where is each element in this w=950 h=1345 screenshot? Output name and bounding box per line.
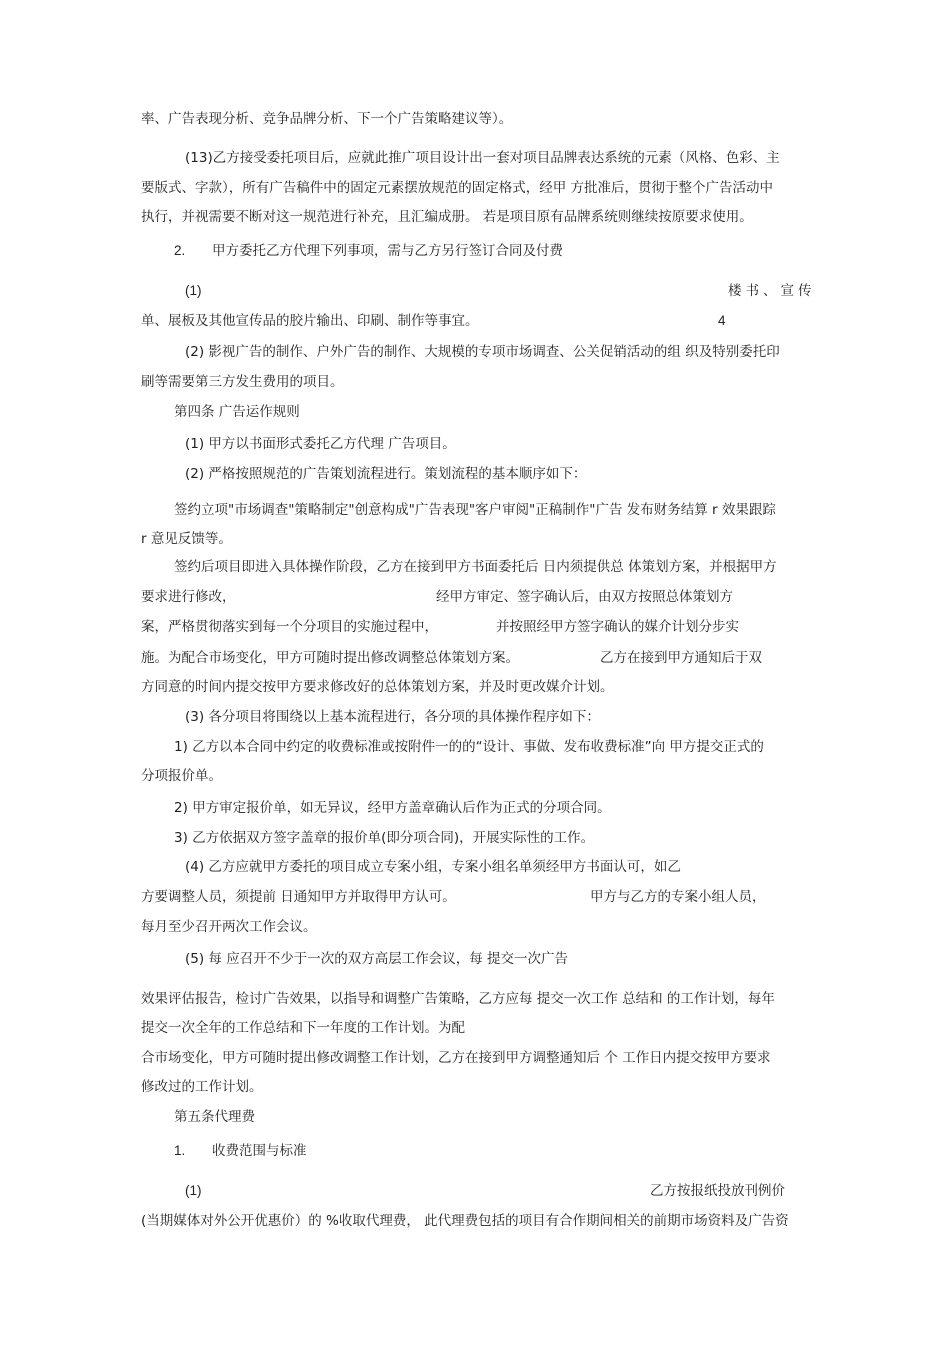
text-line: 经甲方审定、签字确认后，由双方按照总体策划方 <box>436 589 733 605</box>
text-line: 方同意的时间内提交按甲方要求修改好的总体策划方案，并及时更改媒介计划。 <box>141 679 614 695</box>
text-line: 每月至少召开两次工作会议。 <box>141 919 317 935</box>
list-number: 1. <box>174 1143 186 1158</box>
text-line: 并按照经甲方签字确认的媒介计划分步实 <box>496 619 739 635</box>
text-line: 收费范围与标准 <box>212 1143 307 1159</box>
text-line: 3) 乙方依据双方签字盖章的报价单(即分项合同)，开展实际性的工作。 <box>174 830 595 846</box>
text-line: 要版式、字款），所有广告稿件中的固定元素摆放规范的固定格式，经甲 方批准后，贯彻于整个广告活动中 <box>141 180 774 196</box>
text-line: (5) 每 应召开不少于一次的双方高层工作会议，每 提交一次广告 <box>185 951 568 967</box>
section-heading: 第五条代理费 <box>174 1109 255 1125</box>
text-line: 合市场变化，甲方可随时提出修改调整工作计划，乙方在接到甲方调整通知后 个 工作日内提交按甲方要求 <box>141 1050 771 1066</box>
page-number: 4 <box>718 313 726 328</box>
text-line: (4) 乙方应就甲方委托的项目成立专案小组，专案小组名单须经甲方书面认可，如乙 <box>185 859 681 875</box>
text-line: (当期媒体对外公开优惠价）的 %收取代理费， 此代理费包括的项目有合作期间相关的前期市场资料及广告资 <box>141 1213 789 1229</box>
text-line: 要求进行修改， <box>141 589 236 605</box>
list-number: 2. <box>174 243 186 258</box>
text-line: 率、广告表现分析、竞争品牌分析、下一个广告策略建议等）。 <box>141 111 513 127</box>
list-number: (1) <box>185 283 202 298</box>
text-line: (3) 各分项目将围绕以上基本流程进行，各分项的具体操作程序如下： <box>185 709 600 725</box>
text-line: 单、展板及其他宣传品的胶片输出、印刷、制作等事宜。 <box>141 313 479 329</box>
text-line: 刷等需要第三方发生费用的项目。 <box>141 374 344 390</box>
text-line: (1) 甲方以书面形式委托乙方代理 广告项目。 <box>185 436 456 452</box>
text-line: 分项报价单。 <box>141 768 222 784</box>
text-line: 施。为配合市场变化，甲方可随时提出修改调整总体策划方案。 <box>141 650 519 666</box>
list-number: (1) <box>185 1183 202 1198</box>
text-line: 1) 乙方以本合同中约定的收费标准或按附件一的的“设计、事做、发布收费标准”向 甲方提交正式的 <box>174 739 764 755</box>
section-heading: 第四条 广告运作规则 <box>174 404 300 420</box>
text-line: 签约立项"市场调查"策略制定"创意构成"广告表现"客户审阅"正稿制作"广告 发布财务结算 r 效果跟踪 <box>174 502 776 518</box>
text-line: r 意见反馈等。 <box>141 531 232 547</box>
text-line: 乙方在接到甲方通知后于双 <box>600 650 762 666</box>
text-line: 签约后项目即进入具体操作阶段，乙方在接到甲方书面委托后 日内须提供总 体策划方案，并根据甲方 <box>174 559 777 575</box>
text-line: 案，严格贯彻落实到每一个分项目的实施过程中， <box>141 619 438 635</box>
text-line: (2) 严格按照规范的广告策划流程进行。策划流程的基本顺序如下： <box>185 466 587 482</box>
text-line: 甲方与乙方的专案小组人员， <box>590 889 766 905</box>
text-line: 楼书、宣传 <box>728 283 816 299</box>
text-line: 乙方按报纸投放刊例价 <box>650 1183 785 1199</box>
text-line: 方要调整人员，须提前 日通知甲方并取得甲方认可。 <box>141 889 456 905</box>
text-line: 修改过的工作计划。 <box>141 1079 263 1095</box>
text-line: 提交一次全年的工作总结和下一年度的工作计划。为配 <box>141 1020 465 1036</box>
text-line: 效果评估报告，检讨广告效果，以指导和调整广告策略，乙方应每 提交一次工作 总结和 的工作计划，每年 <box>141 991 775 1007</box>
text-line: 执行，并视需要不断对这一规范进行补充，且汇编成册。 若是项目原有品牌系统则继续按原要求使用。 <box>141 209 753 225</box>
text-line: 甲方委托乙方代理下列事项，需与乙方另行签订合同及付费 <box>212 243 563 259</box>
text-line: (2) 影视广告的制作、户外广告的制作、大规模的专项市场调查、公关促销活动的组 织及特别委托印 <box>185 344 780 360</box>
text-line: 2) 甲方审定报价单，如无异议，经甲方盖章确认后作为正式的分项合同。 <box>174 800 611 816</box>
text-line: (13)乙方接受委托项目后，应就此推广项目设计出一套对项目品牌表达系统的元素（风格、色彩、主 <box>185 150 780 166</box>
